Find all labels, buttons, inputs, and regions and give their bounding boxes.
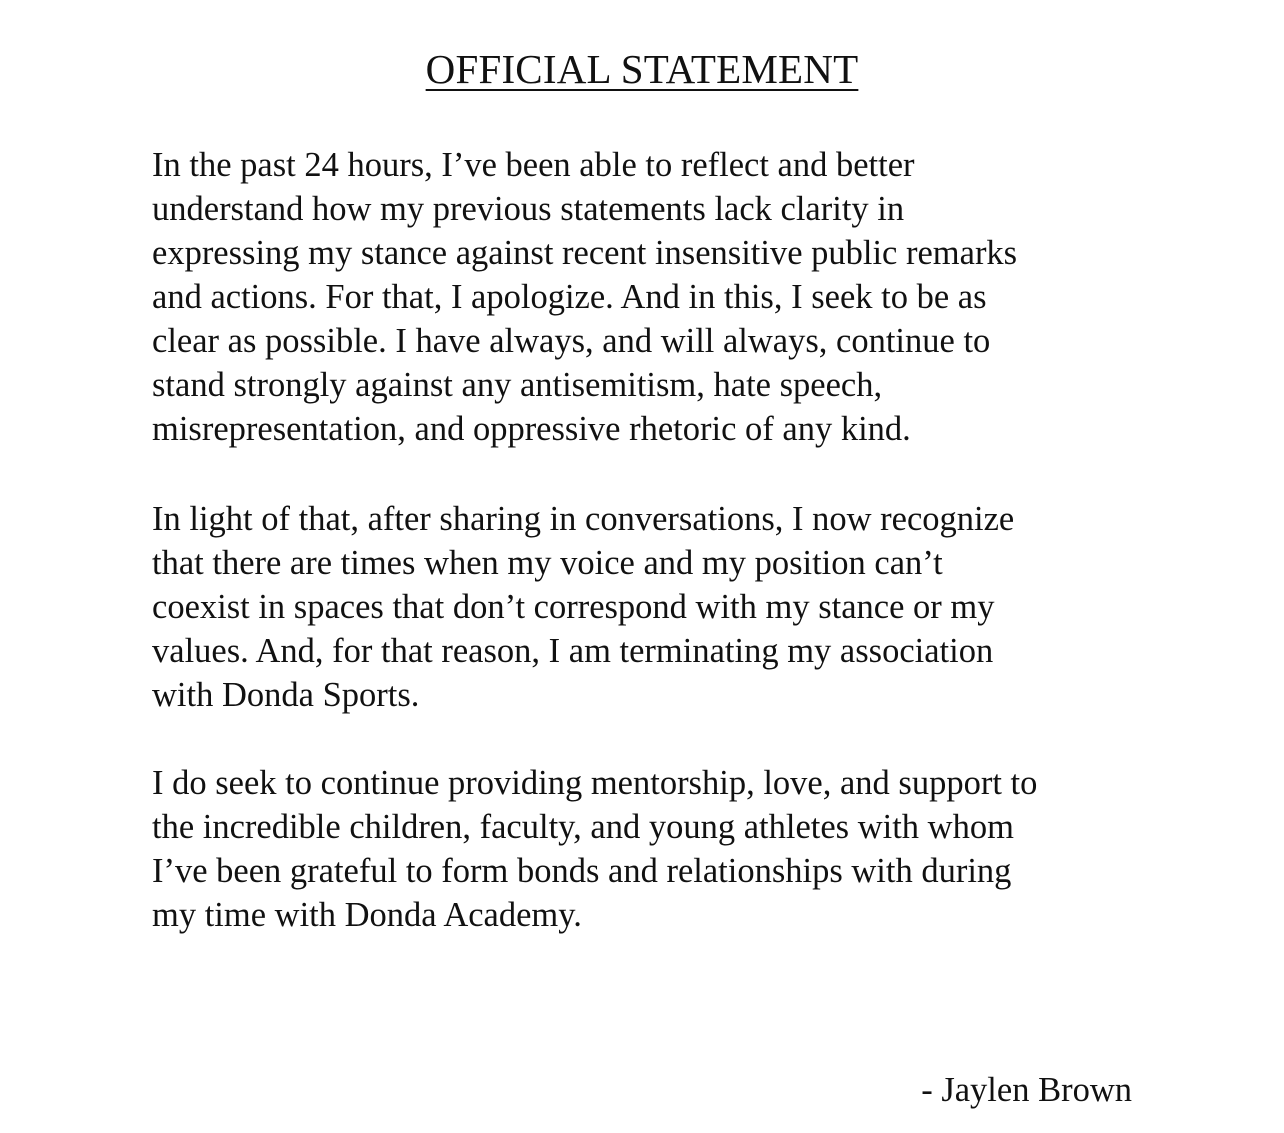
paragraph-line: my time with Donda Academy.: [152, 896, 582, 934]
statement-title-text: OFFICIAL STATEMENT: [425, 46, 859, 92]
statement-paragraph-2: [152, 497, 1152, 717]
paragraph-line: expressing my stance against recent insensitive public remarks: [152, 234, 1018, 272]
paragraph-line: understand how my previous statements lack clarity in: [152, 190, 905, 228]
paragraph-line: In the past 24 hours, I’ve been able to reflect and better: [152, 146, 915, 184]
paragraph-line: misrepresentation, and oppressive rhetoric of any kind.: [152, 410, 911, 448]
paragraph-line: the incredible children, faculty, and young athletes with whom: [152, 808, 1014, 846]
paragraph-line: I’ve been grateful to form bonds and relationships with during: [152, 852, 1012, 890]
paragraph-line: clear as possible. I have always, and will always, continue to: [152, 322, 991, 360]
statement-title: [0, 44, 1284, 94]
paragraph-line: with Donda Sports.: [152, 676, 420, 714]
statement-paragraph-1: [152, 143, 1152, 451]
paragraph-line: stand strongly against any antisemitism, hate speech,: [152, 366, 883, 404]
paragraph-line: In light of that, after sharing in conversations, I now recognize: [152, 500, 1015, 538]
paragraph-line: I do seek to continue providing mentorship, love, and support to: [152, 764, 1038, 802]
paragraph-line: coexist in spaces that don’t correspond with my stance or my: [152, 588, 995, 626]
signature: - Jaylen Brown: [921, 1071, 1132, 1109]
paragraph-line: and actions. For that, I apologize. And in this, I seek to be as: [152, 278, 987, 316]
statement-paragraph-3: [152, 761, 1152, 937]
paragraph-line: values. And, for that reason, I am terminating my association: [152, 632, 994, 670]
paragraph-line: that there are times when my voice and my position can’t: [152, 544, 943, 582]
